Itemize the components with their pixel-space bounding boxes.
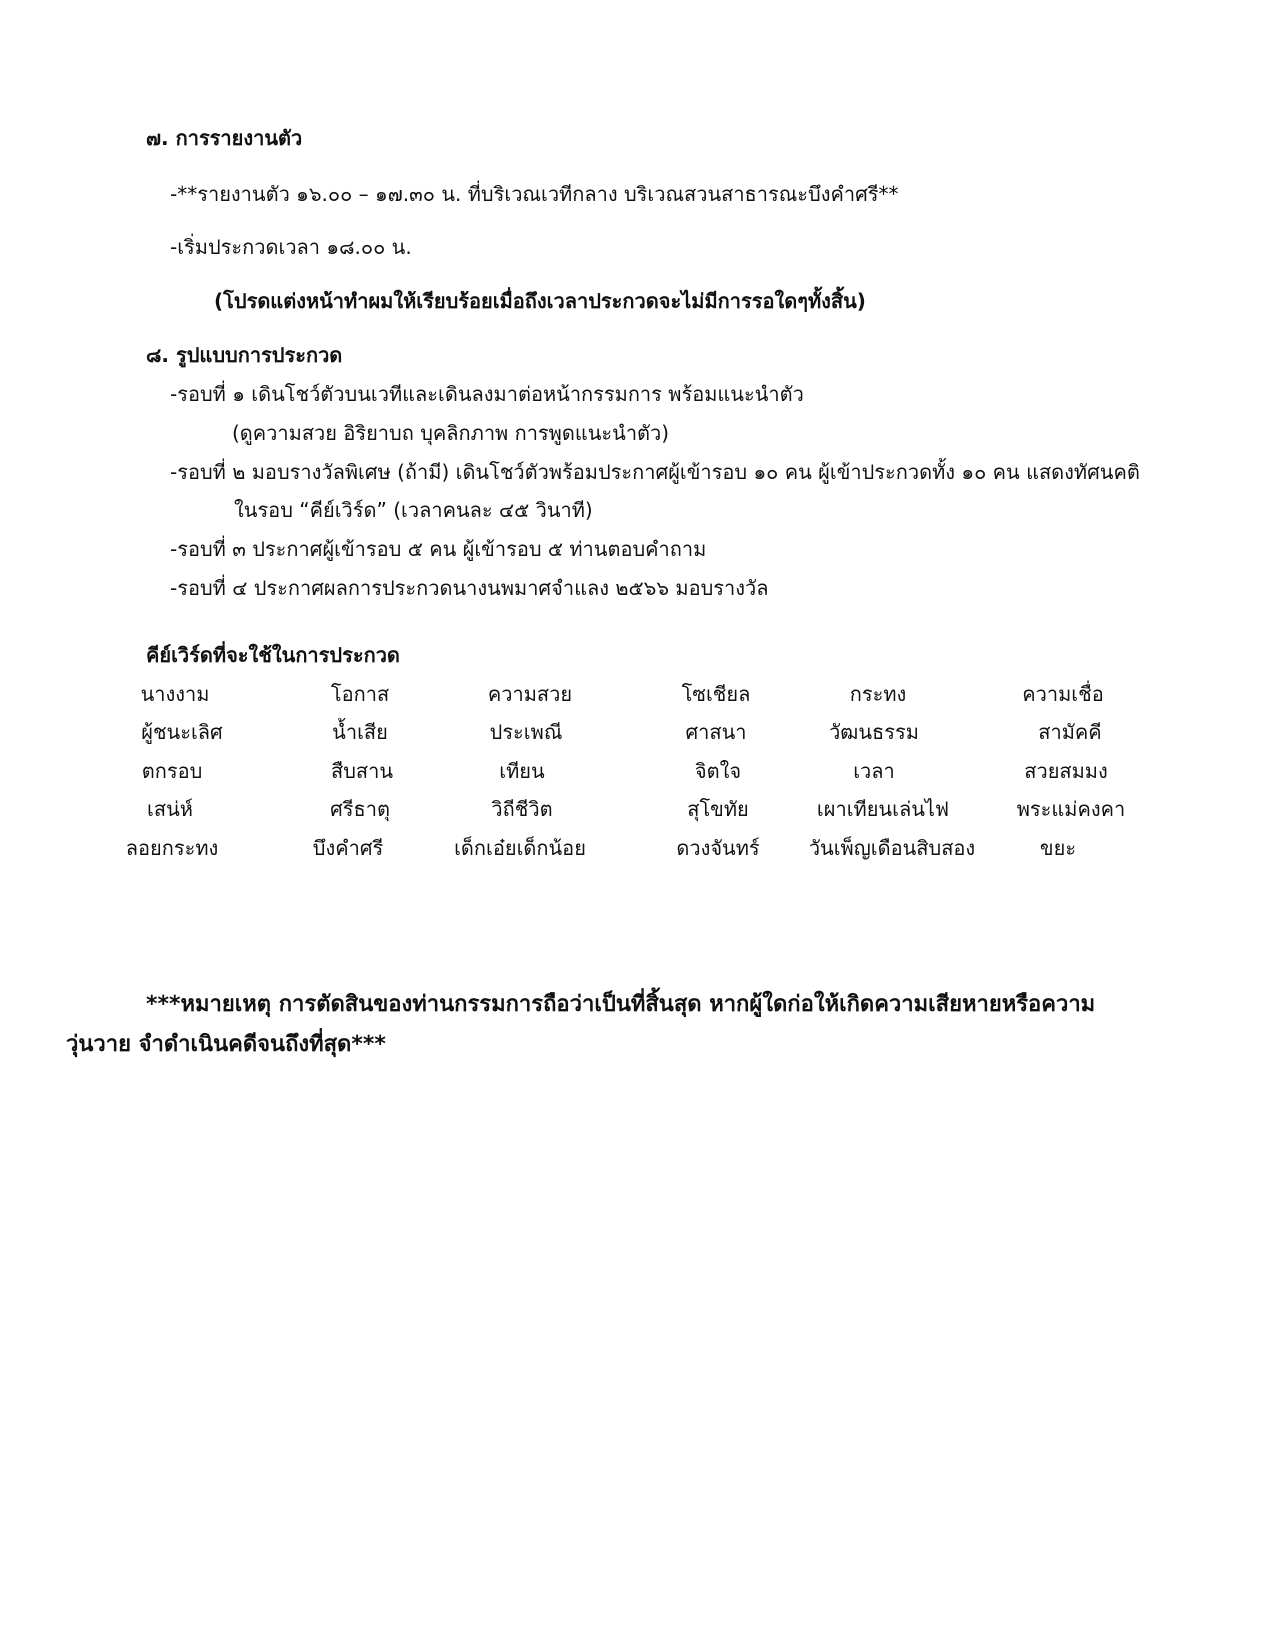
keyword: บึงคำศรี: [312, 836, 384, 860]
keyword: ความเชื่อ: [1022, 682, 1104, 706]
keyword: เผาเทียนเล่นไฟ: [816, 797, 950, 821]
keyword: วันเพ็ญเดือนสิบสอง: [808, 836, 976, 860]
keyword: ศรีธาตุ: [330, 797, 390, 821]
keyword: ศาสนา: [685, 720, 747, 744]
keyword-row: [120, 834, 1200, 864]
keyword: ขยะ: [1039, 836, 1077, 860]
keyword: จิตใจ: [694, 759, 742, 783]
round-1-detail: (ดูความสวย อิริยาบถ บุคลิกภาพ การพูดแนะนำตัว): [232, 421, 670, 445]
keyword-row: [120, 757, 1200, 787]
keyword: ตกรอบ: [141, 759, 203, 783]
round-4-line: -รอบที่ ๔ ประกาศผลการประกวดนางนพมาศจำแลง ๒๕๖๖ มอบรางวัล: [170, 576, 769, 600]
keyword: สืบสาน: [330, 759, 394, 783]
keyword: ผู้ชนะเลิศ: [141, 720, 223, 744]
keyword: เด็กเอ๋ยเด็กน้อย: [454, 836, 586, 860]
preparation-note: (โปรดแต่งหน้าทำผมให้เรียบร้อยเมื่อถึงเวลาประกวดจะไม่มีการรอใดๆทั้งสิ้น): [214, 289, 866, 313]
keyword: กระทง: [849, 682, 907, 706]
keyword: ดวงจันทร์: [676, 836, 760, 860]
keyword: น้ำเสีย: [332, 720, 388, 744]
remark-line-2: วุ่นวาย จำดำเนินคดีจนถึงที่สุด***: [66, 1032, 386, 1057]
remark-line-1: ***หมายเหตุ การตัดสินของท่านกรรมการถือว่าเป็นที่สิ้นสุด หากผู้ใดก่อให้เกิดความเสียหายหรือความ: [146, 992, 1096, 1017]
keyword: ลอยกระทง: [125, 836, 219, 860]
keyword: ประเพณี: [489, 720, 563, 744]
keyword: พระแม่คงคา: [1016, 797, 1126, 821]
keyword-row: [120, 795, 1200, 825]
round-2-detail: ในรอบ “คีย์เวิร์ด” (เวลาคนละ ๔๕ วินาที): [234, 498, 593, 522]
keyword: เวลา: [853, 759, 895, 783]
start-time-line: -เริ่มประกวดเวลา ๑๘.๐๐ น.: [170, 235, 412, 259]
keyword: เสน่ห์: [147, 797, 193, 821]
round-2-line: -รอบที่ ๒ มอบรางวัลพิเศษ (ถ้ามี) เดินโชว์ตัวพร้อมประกาศผู้เข้ารอบ ๑๐ คน ผู้เข้าประกวดทั้ง ๑๐ คน แสดงทัศนคติ: [170, 460, 1140, 484]
section-8-heading: ๘. รูปแบบการประกวด: [146, 343, 343, 367]
round-1-line: -รอบที่ ๑ เดินโชว์ตัวบนเวทีและเดินลงมาต่อหน้ากรรมการ พร้อมแนะนำตัว: [170, 382, 804, 406]
keyword: โซเชียล: [681, 682, 751, 706]
keyword: โอกาส: [330, 682, 390, 706]
keyword: วิถีชีวิต: [491, 797, 553, 821]
keywords-heading: คีย์เวิร์ดที่จะใช้ในการประกวด: [146, 643, 400, 667]
keyword: สามัคคี: [1038, 720, 1102, 744]
section-7-heading: ๗. การรายงานตัว: [146, 126, 303, 150]
report-time-line: -**รายงานตัว ๑๖.๐๐ – ๑๗.๓๐ น. ที่บริเวณเวทีกลาง บริเวณสวนสาธารณะบึงคำศรี**: [170, 182, 899, 206]
keyword: สวยสมมง: [1024, 759, 1108, 783]
keyword: วัฒนธรรม: [829, 720, 919, 744]
round-3-line: -รอบที่ ๓ ประกาศผู้เข้ารอบ ๕ คน ผู้เข้ารอบ ๕ ท่านตอบคำถาม: [170, 537, 707, 561]
keyword: นางงาม: [140, 682, 210, 706]
keyword: เทียน: [499, 759, 545, 783]
keyword: สุโขทัย: [687, 797, 749, 821]
keyword: ความสวย: [487, 682, 573, 706]
keyword-row: [120, 718, 1200, 748]
keyword-row: [120, 680, 1200, 710]
